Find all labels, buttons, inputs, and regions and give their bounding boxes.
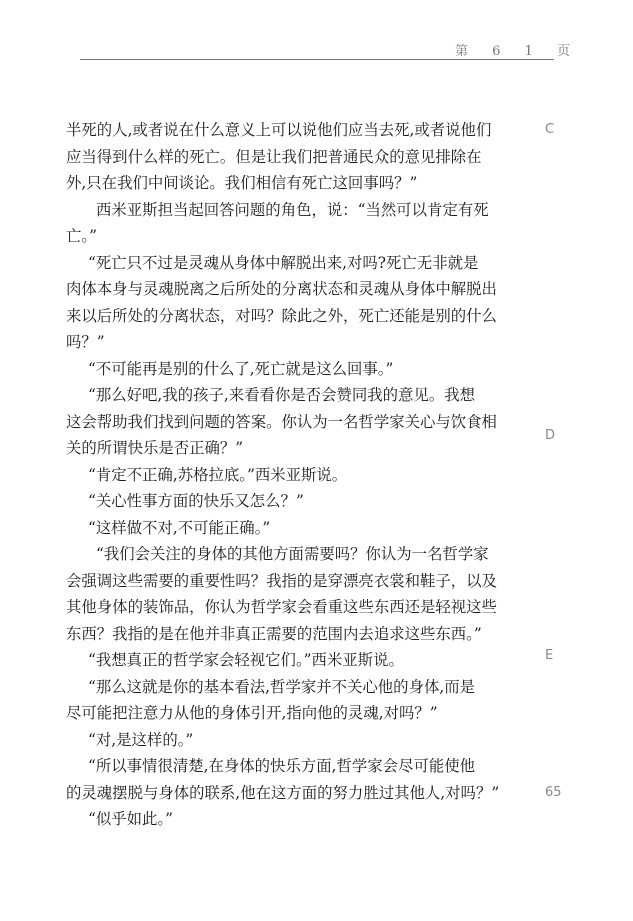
page-header [0, 0, 633, 70]
text-line: 这会帮助我们找到问题的答案。你认为一名哲学家关心与饮食相 [66, 412, 497, 431]
text-line: “那么这就是你的基本看法,哲学家并不关心他的身体,而是 [88, 677, 476, 696]
page-number-label: 第 6 1 页 [455, 44, 580, 59]
text-line: “肯定不正确,苏格拉底。”西米亚斯说。 [88, 465, 348, 484]
text-line: 会强调这些需要的重要性吗？我指的是穿漂亮衣裳和鞋子，以及 [66, 571, 497, 590]
margin-marker-65: 65 [545, 785, 562, 800]
text-line: 来以后所处的分离状态，对吗？除此之外，死亡还能是别的什么 [66, 306, 497, 325]
text-line: “关心性事方面的快乐又怎么？” [88, 492, 304, 510]
text-line: “似乎如此。” [88, 810, 173, 828]
text-line: “那么好吧,我的孩子,来看看你是否会赞同我的意见。我想 [88, 386, 476, 404]
text-line: “对,是这样的。” [88, 730, 194, 749]
text-line: 的灵魂摆脱与身体的联系,他在这方面的努力胜过其他人,对吗？” [66, 783, 500, 802]
text-line: 西米亚斯担当起回答问题的角色，说：“当然可以肯定有死 [96, 200, 489, 219]
text-line: 肉体本身与灵魂脱离之后所处的分离状态和灵魂从身体中解脱出 [66, 280, 497, 298]
text-line: “我想真正的哲学家会轻视它们。”西米亚斯说。 [88, 651, 404, 669]
text-line: 应当得到什么样的死亡。但是让我们把普通民众的意见排除在 [66, 147, 482, 166]
margin-marker-c: C [545, 122, 555, 137]
text-line: “死亡只不过是灵魂从身体中解脱出来,对吗?死亡无非就是 [88, 253, 479, 272]
text-line: 关的所谓快乐是否正确？” [66, 439, 244, 457]
text-line: 其他身体的装饰品，你认为哲学家会看重这些东西还是轻视这些 [66, 598, 497, 616]
text-line: “这样做不对,不可能正确。” [88, 518, 271, 537]
margin-marker-d: D [545, 428, 556, 443]
text-line: “我们会关注的身体的其他方面需要吗？你认为一名哲学家 [96, 545, 489, 563]
text-line: 东西？我指的是在他并非真正需要的范围内去追求这些东西。” [66, 624, 482, 643]
body-text [66, 117, 536, 833]
text-line: 吗？” [66, 333, 105, 351]
margin-marker-e: E [545, 648, 554, 663]
text-line: 半死的人,或者说在什么意义上可以说他们应当去死,或者说他们 [66, 121, 492, 139]
header-rule [80, 59, 554, 60]
text-line: “不可能再是别的什么了,死亡就是这么回事。” [88, 359, 394, 378]
text-line: 外,只在我们中间谈论。我们相信有死亡这回事吗？” [66, 174, 418, 192]
text-line: “所以事情很清楚,在身体的快乐方面,哲学家会尽可能使他 [88, 757, 476, 775]
text-line: 亡。” [66, 227, 97, 245]
text-line: 尽可能把注意力从他的身体引开,指向他的灵魂,对吗？” [66, 704, 438, 722]
